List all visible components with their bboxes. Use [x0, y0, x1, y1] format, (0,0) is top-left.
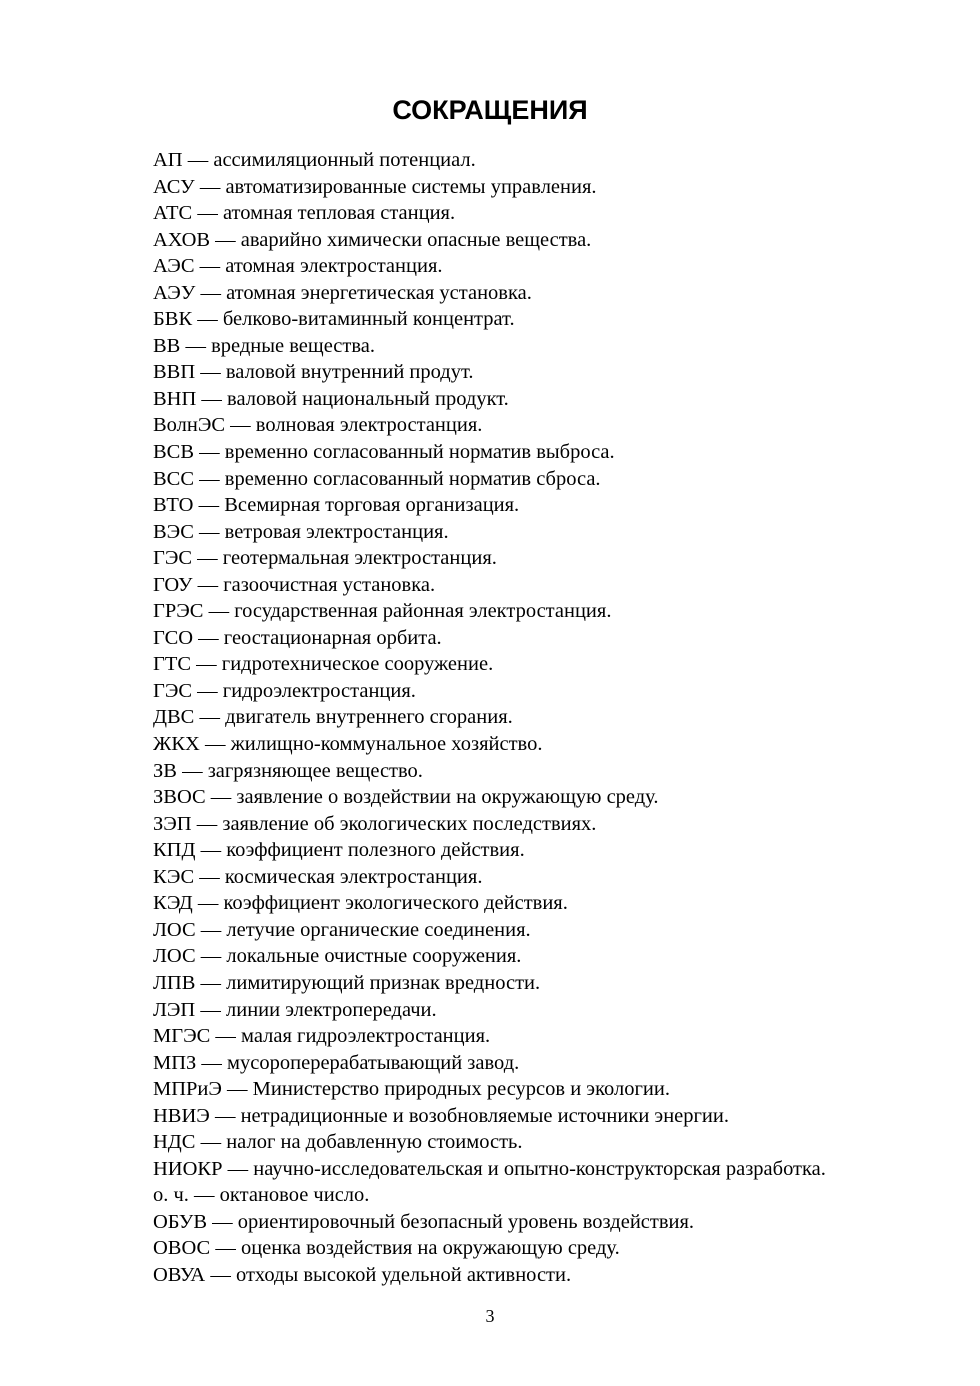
- abbreviation-entry: ЗВ — загрязняющее вещество.: [153, 759, 423, 782]
- abbreviation-entry: ГЭС — гидроэлектростанция.: [153, 679, 416, 702]
- page-title: СОКРАЩЕНИЯ: [392, 95, 588, 125]
- abbreviation-entry: АЭС — атомная электростанция.: [153, 255, 443, 278]
- abbreviation-entry: НДС — налог на добавленную стоимость.: [153, 1131, 523, 1154]
- abbreviation-entry: ГСО — геостационарная орбита.: [153, 626, 442, 649]
- abbreviation-entry: ЗЭП — заявление об экологических последствиях.: [153, 812, 597, 835]
- abbreviation-entry: НВИЭ — нетрадиционные и возобновляемые источники энергии.: [153, 1104, 730, 1127]
- abbreviation-entry: ОВОС — оценка воздействия на окружающую среду.: [153, 1237, 620, 1260]
- abbreviation-entry: МПЗ — мусороперерабатывающий завод.: [153, 1051, 520, 1074]
- abbreviation-entry: АП — ассимиляционный потенциал.: [153, 149, 476, 171]
- abbreviation-entry: ВСВ — временно согласованный норматив выброса.: [153, 441, 615, 464]
- page-number: 3: [485, 1306, 495, 1326]
- abbreviation-entry: ЛОС — летучие органические соединения.: [153, 918, 531, 941]
- abbreviation-entry: АЭУ — атомная энергетическая установка.: [153, 281, 532, 304]
- abbreviation-entry: ЛЭП — линии электропередачи.: [153, 998, 437, 1021]
- abbreviation-entry: АСУ — автоматизированные системы управления.: [153, 175, 597, 198]
- abbreviation-entry: ЛОС — локальные очистные сооружения.: [153, 945, 522, 968]
- abbreviation-entry: ЖКХ — жилищно-коммунальное хозяйство.: [153, 733, 543, 756]
- abbreviation-entry: МПРиЭ — Министерство природных ресурсов и экологии.: [153, 1078, 670, 1101]
- abbreviation-entry: МГЭС — малая гидроэлектростанция.: [153, 1025, 491, 1048]
- abbreviation-entry: ОБУВ — ориентировочный безопасный уровень воздействия.: [153, 1210, 695, 1233]
- abbreviation-entry: ОВУА — отходы высокой удельной активности.: [153, 1263, 572, 1286]
- abbreviation-entry: ВНП — валовой национальный продукт.: [153, 387, 509, 410]
- abbreviation-entry: ВЭС — ветровая электростанция.: [153, 520, 449, 543]
- abbreviation-entry: БВК — белково-витаминный концентрат.: [153, 308, 515, 331]
- abbreviation-entry: ВВ — вредные вещества.: [153, 334, 375, 357]
- abbreviation-entry: ДВС — двигатель внутреннего сгорания.: [153, 706, 513, 729]
- abbreviation-entry: о. ч. — октановое число.: [153, 1184, 370, 1207]
- abbreviation-entry: ЛПВ — лимитирующий признак вредности.: [153, 971, 541, 994]
- abbreviation-entry: ГТС — гидротехническое сооружение.: [153, 653, 494, 676]
- abbreviation-entry: ГРЭС — государственная районная электростанция.: [153, 600, 612, 623]
- abbreviation-entry: ГОУ — газоочистная установка.: [153, 573, 436, 596]
- abbreviation-entry: ВТО — Всемирная торговая организация.: [153, 494, 520, 517]
- abbreviation-entry: ГЭС — геотермальная электростанция.: [153, 547, 497, 570]
- abbreviation-entry: АТС — атомная тепловая станция.: [153, 202, 456, 225]
- abbreviation-entry: АХОВ — аварийно химически опасные вещества.: [153, 228, 592, 251]
- abbreviation-entry: ВВП — валовой внутренний продут.: [153, 361, 474, 384]
- abbreviation-entry: ЗВОС — заявление о воздействии на окружающую среду.: [153, 786, 659, 809]
- abbreviation-entry: ВСС — временно согласованный норматив сброса.: [153, 467, 601, 490]
- abbreviation-entry: ВолнЭС — волновая электростанция.: [153, 414, 483, 437]
- abbreviation-entry: КЭС — космическая электростанция.: [153, 865, 483, 888]
- abbreviation-entry: НИОКР — научно-исследовательская и опытно-конструкторская разработка.: [153, 1157, 826, 1180]
- abbreviation-entry: КПД — коэффициент полезного действия.: [153, 839, 525, 862]
- abbreviation-entry: КЭД — коэффициент экологического действия.: [153, 892, 568, 915]
- abbreviation-list: [153, 147, 960, 1289]
